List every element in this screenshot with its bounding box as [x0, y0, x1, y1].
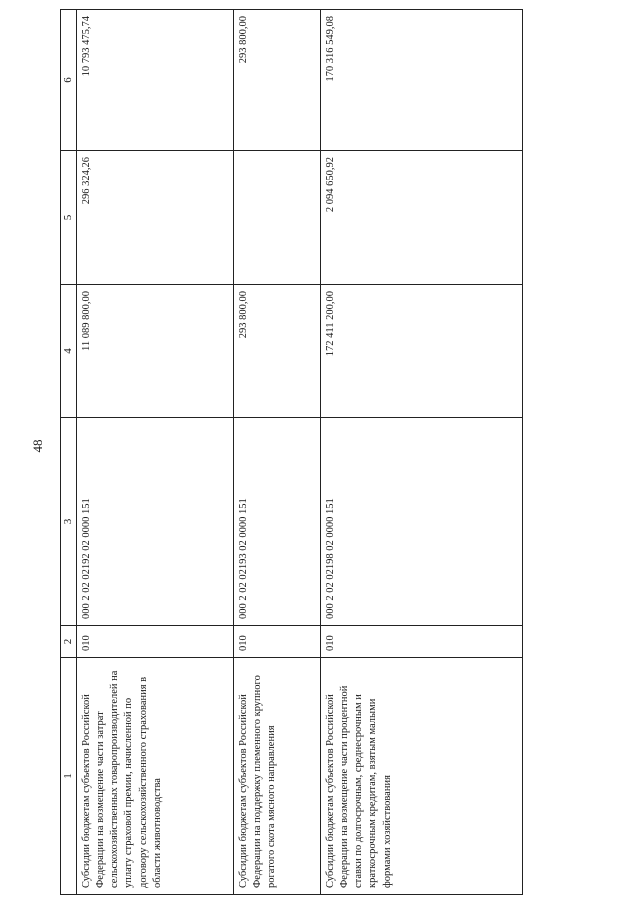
- row-col5-amount: 2 094 650,92: [320, 151, 522, 285]
- row-col4-amount: 11 089 800,00: [76, 285, 233, 418]
- row-name: Субсидии бюджетам субъектов Российской Федерации на поддержку племенного крупного рогатого скота мясного направления: [233, 658, 320, 895]
- row-col6-amount: 10 793 475,74: [76, 10, 233, 151]
- table-row: [76, 10, 233, 895]
- row-col6-amount: 293 800,00: [233, 10, 320, 151]
- row-budget-code: 000 2 02 02192 02 0000 151: [76, 418, 233, 626]
- row-col6-amount: 170 316 549,08: [320, 10, 522, 151]
- row-budget-code: 000 2 02 02198 02 0000 151: [320, 418, 522, 626]
- row-name: Субсидии бюджетам субъектов Российской Федерации на возмещение части затрат сельскохозяйственных товаропроизводителей на уплату страховой премии, начисленной по договору сельскохозяйственного страхования в области животноводства: [76, 658, 233, 895]
- row-admin-code: 010: [233, 626, 320, 658]
- header-cell-4: 4: [61, 285, 77, 418]
- row-admin-code: 010: [76, 626, 233, 658]
- header-cell-1: 1: [61, 658, 77, 895]
- row-admin-code: 010: [320, 626, 522, 658]
- header-row: [61, 10, 77, 895]
- row-budget-code: 000 2 02 02193 02 0000 151: [233, 418, 320, 626]
- row-col4-amount: 293 800,00: [233, 285, 320, 418]
- budget-table: [60, 9, 523, 895]
- rotated-container: [60, 10, 520, 895]
- header-cell-2: 2: [61, 626, 77, 658]
- header-cell-5: 5: [61, 151, 77, 285]
- table-row: [320, 10, 522, 895]
- row-col4-amount: 172 411 200,00: [320, 285, 522, 418]
- table-row: [233, 10, 320, 895]
- header-cell-3: 3: [61, 418, 77, 626]
- header-cell-6: 6: [61, 10, 77, 151]
- row-name: Субсидии бюджетам субъектов Российской Федерации на возмещение части процентной ставки по долгосрочным, среднесрочным и краткосрочным кредитам, взятым малыми формами хозяйствования: [320, 658, 522, 895]
- page-number: 48: [30, 439, 45, 453]
- row-col5-amount: [233, 151, 320, 285]
- row-col5-amount: 296 324,26: [76, 151, 233, 285]
- table-wrap: [60, 10, 520, 895]
